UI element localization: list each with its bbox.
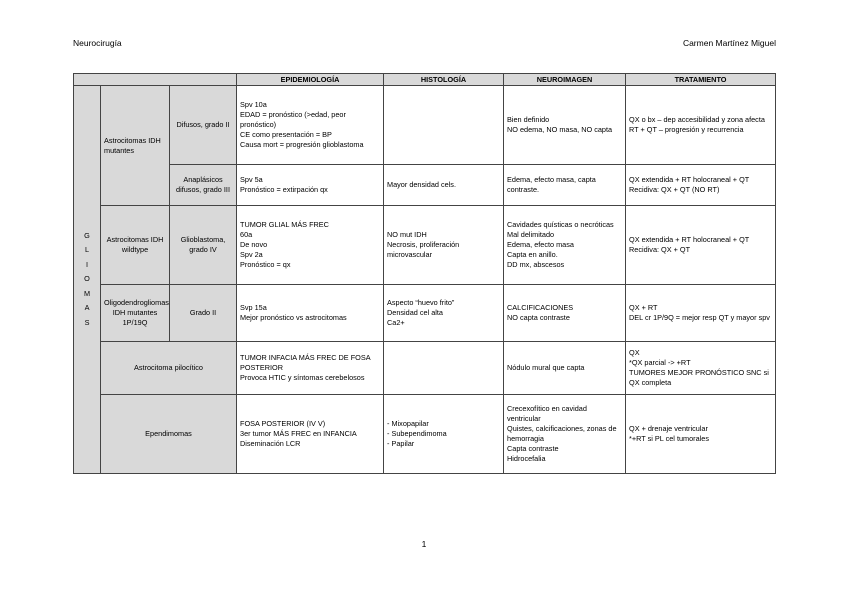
row-label-astro-idh-mut: Astrocitomas IDH mutantes [101, 86, 170, 206]
cell-neuro: Cavidades quísticas o necróticas Mal delimitado Edema, efecto masa Capta en anillo. DD mx, abscesos [504, 206, 626, 285]
list-item: - Subependimoma [387, 429, 500, 439]
cell-neuro: Crecexofítico en cavidad ventricular Quistes, calcificaciones, zonas de hemorragia Capta contraste Hidrocefalia [504, 395, 626, 474]
cell-histo [384, 86, 504, 165]
cell-trat: QX extendida + RT holocraneal + QT Recidiva: QX + QT (NO RT) [626, 165, 776, 206]
cell-neuro: Nódulo mural que capta [504, 342, 626, 395]
table-row [74, 86, 776, 165]
sublabel-anaplasicos: Anaplásicos difusos, grado III [170, 165, 237, 206]
list-item: - Papilar [387, 439, 500, 449]
sublabel-oligo: Grado II [170, 285, 237, 342]
cell-epi: Spv 10a EDAD = pronóstico (>edad, peor pronóstico) CE como presentación = BP Causa mort = progresión glioblastoma [237, 86, 384, 165]
cell-epi: Svp 15a Mejor pronóstico vs astrocitomas [237, 285, 384, 342]
cell-neuro: CALCIFICACIONES NO capta contraste [504, 285, 626, 342]
header-left: Neurocirugía [73, 38, 122, 48]
list-item: - Mixopapilar [387, 419, 500, 429]
cell-epi: Spv 5a Pronóstico = extirpación qx [237, 165, 384, 206]
table-row [74, 395, 776, 474]
cell-trat: QX + RT DEL cr 1P/9Q = mejor resp QT y mayor spv [626, 285, 776, 342]
cell-neuro: Bien definido NO edema, NO masa, NO capta [504, 86, 626, 165]
cell-epi: TUMOR GLIAL MÁS FREC 60a De novo Spv 2a Pronóstico = qx [237, 206, 384, 285]
cell-histo: Mayor densidad cels. [384, 165, 504, 206]
table-row [74, 342, 776, 395]
cell-epi: TUMOR INFACIA MÁS FREC DE FOSA POSTERIOR Provoca HTIC y síntomas cerebelosos [237, 342, 384, 395]
sublabel-glioblastoma: Glioblastoma, grado IV [170, 206, 237, 285]
table-row [74, 165, 776, 206]
cell-histo: Aspecto “huevo frito” Densidad cel alta Ca2+ [384, 285, 504, 342]
cell-histo: NO mut IDH Necrosis, proliferación microvascular [384, 206, 504, 285]
table-row [74, 206, 776, 285]
cell-trat: QX o bx – dep accesibilidad y zona afecta RT + QT – progresión y recurrencia [626, 86, 776, 165]
cell-epi: FOSA POSTERIOR (IV V) 3er tumor MÁS FREC en INFANCIA Diseminación LCR [237, 395, 384, 474]
row-label-ependimomas: Ependimomas [101, 395, 237, 474]
cell-trat: QX + drenaje ventricular *+RT si PL cel tumorales [626, 395, 776, 474]
table-header-row [74, 74, 776, 86]
gliomas-table [73, 73, 776, 474]
header-blank-cell [74, 74, 237, 86]
cell-trat: QX *QX parcial -> +RT TUMORES MEJOR PRONÓSTICO SNC si QX completa [626, 342, 776, 395]
table-row [74, 285, 776, 342]
row-label-astro-idh-wt: Astrocitomas IDH wildtype [101, 206, 170, 285]
cell-histo [384, 342, 504, 395]
row-label-oligo: Oligodendrogliomas IDH mutantes 1P/19Q [101, 285, 170, 342]
sublabel-difusos: Difusos, grado II [170, 86, 237, 165]
col-tratamiento: TRATAMIENTO [626, 74, 776, 86]
gliomas-group-label: G L I O M A S [74, 86, 101, 474]
header-right: Carmen Martínez Miguel [682, 38, 776, 48]
cell-trat: QX extendida + RT holocraneal + QT Recidiva: QX + QT [626, 206, 776, 285]
col-neuroimagen: NEUROIMAGEN [504, 74, 626, 86]
row-label-pilocitico: Astrocitoma pilocítico [101, 342, 237, 395]
col-histologia: HISTOLOGÍA [384, 74, 504, 86]
page-number: 1 [421, 539, 427, 549]
cell-neuro: Edema, efecto masa, capta contraste. [504, 165, 626, 206]
cell-histo [384, 395, 504, 474]
col-epidemiologia: EPIDEMIOLOGÍA [237, 74, 384, 86]
